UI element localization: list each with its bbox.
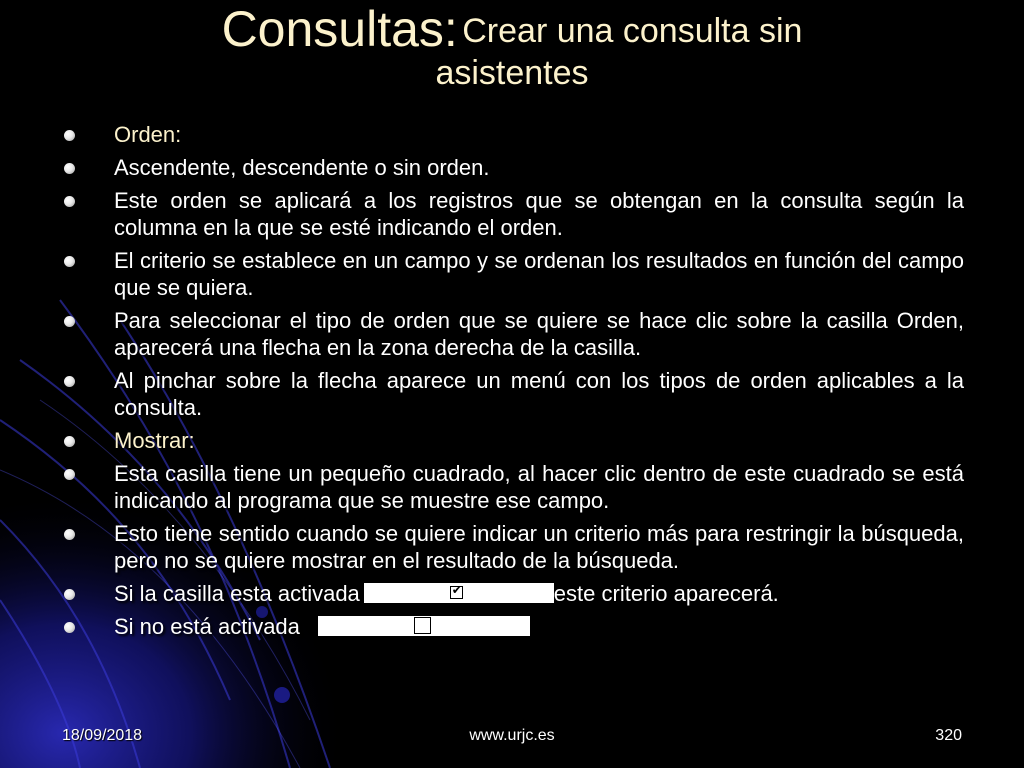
checked-checkbox-icon[interactable] <box>450 583 463 599</box>
bullet-icon <box>64 622 75 633</box>
bullet-icon <box>64 376 75 387</box>
bullet-icon <box>64 469 75 480</box>
bullet-icon <box>64 130 75 141</box>
bullet-text-after: este criterio aparecerá. <box>553 581 779 606</box>
bullet-icon <box>64 316 75 327</box>
bullet-text: Orden: <box>114 122 182 147</box>
bullet-restrict-search <box>62 520 964 574</box>
bullet-text: Mostrar: <box>114 428 195 453</box>
title-sub-line1: Crear una consulta sin <box>462 12 803 50</box>
bullet-icon <box>64 163 75 174</box>
bullet-text: El criterio se establece en un campo y se ordenan los resultados en función del campo que se quiera. <box>114 248 964 300</box>
unchecked-checkbox-icon[interactable] <box>414 617 431 634</box>
bullet-icon <box>64 529 75 540</box>
bullet-text: Esto tiene sentido cuando se quiere indicar un criterio más para restringir la búsqueda, pero no se quiere mostrar en el resultado de la búsqueda. <box>114 521 964 573</box>
footer-date: 18/09/2018 <box>62 727 143 744</box>
slide-title <box>0 0 1024 90</box>
bullet-text-before: Si la casilla esta activada <box>114 581 360 606</box>
footer-page-number: 320 <box>935 727 962 744</box>
bullet-select-order <box>62 307 964 361</box>
title-main: Consultas: <box>221 1 458 57</box>
bullet-criteria <box>62 247 964 301</box>
bullet-text: Si no está activada <box>114 614 300 639</box>
bullet-order-types <box>62 154 964 181</box>
bullet-text: Para seleccionar el tipo de orden que se quiere se hace clic sobre la casilla Orden, aparecerá una flecha en la zona derecha de la casilla. <box>114 308 964 360</box>
bullet-arrow-menu <box>62 367 964 421</box>
bullet-text: Al pinchar sobre la flecha aparece un menú con los tipos de orden aplicables a la consulta. <box>114 368 964 420</box>
bullet-icon <box>64 196 75 207</box>
show-field-example-unchecked <box>318 616 530 636</box>
bullet-checkbox-active <box>62 580 964 607</box>
bullet-icon <box>64 589 75 600</box>
bullet-mostrar <box>62 427 964 454</box>
bullet-list <box>62 121 964 646</box>
checkmark-icon: ✔ <box>451 583 462 598</box>
bullet-order-applies <box>62 187 964 241</box>
show-field-example-checked <box>364 583 554 603</box>
bullet-icon <box>64 436 75 447</box>
bullet-text: Ascendente, descendente o sin orden. <box>114 155 490 180</box>
bullet-checkbox-desc <box>62 460 964 514</box>
bullet-text: Esta casilla tiene un pequeño cuadrado, al hacer clic dentro de este cuadrado se está indicando al programa que se muestre ese campo. <box>114 461 964 513</box>
bullet-icon <box>64 256 75 267</box>
bullet-orden <box>62 121 964 148</box>
bullet-checkbox-inactive <box>62 613 964 640</box>
title-sub-line2: asistentes <box>435 54 589 92</box>
footer-site: www.urjc.es <box>469 727 555 744</box>
bullet-text: Este orden se aplicará a los registros que se obtengan en la consulta según la columna en la que se esté indicando el orden. <box>114 188 964 240</box>
